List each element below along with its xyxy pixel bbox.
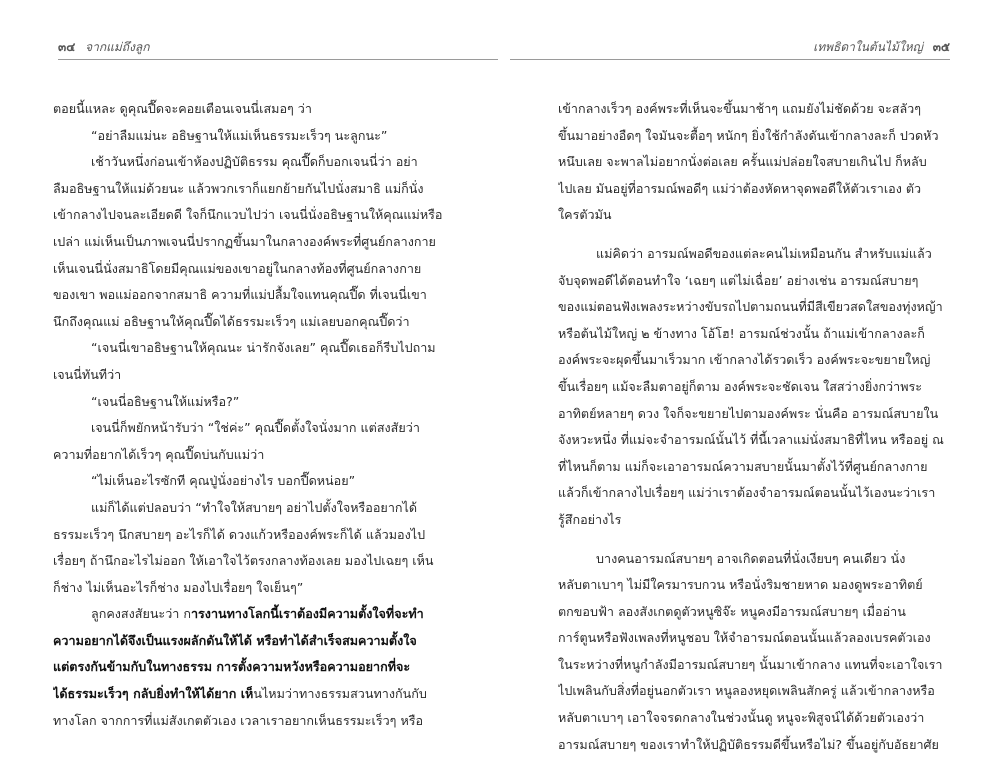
text-line: นึกถึงคุณแม่ อธิษฐานให้คุณปี๊ดได้ธรรมะเร็วๆ แม่เลยบอกคุณปี๊ดว่า [53,313,410,329]
text-line: ของแม่ตอนฟังเพลงระหว่างขับรถไปตามถนนที่มีสีเขียวสดใสของทุ่งหญ้า [558,299,943,315]
text-line: หนึบเลย จะพาลไม่อยากนั่งต่อเลย ครั้นแม่ปล่อยใจสบายเกินไป ก็หลับ [558,154,927,170]
text-line: จับจุดพอดีได้ตอนทำใจ ‘เฉยๆ แต่ไม่เฉื่อย’ อย่างเช่น อารมณ์สบายๆ [558,272,919,288]
text-line: เจนนี่ก็พยักหน้ารับว่า “ใช่ค่ะ” คุณปี๊ดตั้งใจนั่งมาก แต่สงสัยว่า [91,420,420,436]
right-page [500,0,1000,752]
text-line: การ์ตูนหรือฟังเพลงที่หนูชอบ ให้จำอารมณ์ตอนนั้นแล้วลองเบรคตัวเอง [558,630,931,646]
text-line: หลับตาเบาๆ เอาใจจรดกลางในช่วงนั้นดู หนูจะพิสูจน์ได้ด้วยตัวเองว่า [558,710,925,726]
left-page-text [53,96,445,734]
text-line: ขึ้นมาอย่างอืดๆ ใจมันจะตื้อๆ หนักๆ ยิ่งใช้กำลังดันเข้ากลางละก็ ปวดหัว [558,127,939,143]
text-line: ทางโลก จากการที่แม่สังเกตตัวเอง เวลาเราอยากเห็นธรรมะเร็วๆ หรือ [53,712,424,728]
text-line: บางคนอารมณ์สบายๆ อาจเกิดตอนที่นั่งเงียบๆ คนเดียว นั่ง [596,550,906,566]
left-page-header [58,38,498,60]
text-line: ในระหว่างที่หนูกำลังมีอารมณ์สบายๆ นั้นมาเข้ากลาง แทนที่จะเอาใจเรา [558,656,943,672]
text-line: องค์พระจะผุดขึ้นมาเร็วมาก เข้ากลางได้รวดเร็ว องค์พระจะขยายใหญ่ [558,352,931,368]
text-line: ก็ช่าง ไม่เห็นอะไรก็ช่าง มองไปเรื่อยๆ ใจเย็นๆ” [53,579,304,595]
text-line: ตอยนี้แหละ ดูคุณปี๊ดจะคอยเตือนเจนนี่เสมอๆ ว่า [53,101,312,116]
text-line: อาทิตย์หลายๆ ดวง ใจก็จะขยายไปตามองค์พระ นั่นคือ อารมณ์สบายใน [558,405,939,421]
text-line: เช้าวันหนึ่งก่อนเข้าห้องปฏิบัติธรรม คุณปี๊ดก็บอกเจนนี่ว่า อย่า [91,154,418,170]
text-line: หรือต้นไม้ใหญ่ ๒ ข้างทาง โอ้โฮ! อารมณ์ช่วงนั้น ถ้าแม่เข้ากลางละก็ [558,325,925,341]
running-title: จากแม่ถึงลูก [85,40,150,54]
text-line: ธรรมะเร็วๆ นึกสบายๆ อะไรก็ได้ ดวงแก้วหรือองค์พระก็ได้ แล้วมองไป [53,526,426,542]
text-line: ลูกคงสงสัยนะว่า การงานทางโลกนี้เราต้องมีความตั้งใจที่จะทำ [91,606,424,622]
text-line: “ไม่เห็นอะไรซักที คุณปู่นั่งอย่างไร บอกปี๊ดหน่อย” [91,473,356,489]
right-page-text [558,96,950,758]
header-rule [58,59,498,60]
text-line: เรื่อยๆ ถ้านึกอะไรไม่ออก ให้เอาใจไว้ตรงกลางท้องเลย มองไปเฉยๆ เห็น [53,553,434,569]
text-line: เจนนี่ทันทีว่า [53,366,122,382]
text-line: ความอยากได้จึงเป็นแรงผลักดันให้ได้ หรือทำได้สำเร็จสมความตั้งใจ [53,632,417,648]
text-line: ไปเลย มันอยู่ที่อารมณ์พอดีๆ แม่ว่าต้องหัดหาจุดพอดีให้ตัวเราเอง ตัว [558,180,922,196]
text-line: ที่ไหนก็ตาม แม่ก็จะเอาอารมณ์ความสบายนั้นมาตั้งไว้ที่ศูนย์กลางกาย [558,458,928,474]
page-number: ๓๔ [58,40,76,54]
header-rule [510,59,950,60]
text-line: จังหวะหนึ่ง ที่แม่จะจำอารมณ์นั้นไว้ ที่นี้เวลาแม่นั่งสมาธิที่ไหน หรืออยู่ ณ [558,432,944,448]
text-line: “อย่าลืมแม่นะ อธิษฐานให้แม่เห็นธรรมะเร็วๆ นะลูกนะ” [91,127,388,143]
text-line: ของเขา พอแม่ออกจากสมาธิ ความที่แม่ปลื้มใจแทนคุณปี๊ด ที่เจนนี่เขา [53,287,427,303]
text-line: แม่คิดว่า อารมณ์พอดีของแต่ละคนไม่เหมือนกัน สำหรับแม่แล้ว [596,245,932,261]
text-line: “เจนนี่อธิษฐานให้แม่หรือ?” [91,393,240,409]
text-line: หลับตาเบาๆ ไม่มีใครมารบกวน หรือนั่งริมชายหาด มองดูพระอาทิตย์ [558,577,923,593]
text-line: ไปเพลินกับสิ่งที่อยู่นอกตัวเรา หนูลองหยุดเพลินสักครู่ แล้วเข้ากลางหรือ [558,683,935,699]
text-line: แต่ตรงกันข้ามกับในทางธรรม การตั้งความหวังหรือความอยากที่จะ [53,659,411,675]
text-line: “เจนนี่เขาอธิษฐานให้คุณนะ น่ารักจังเลย” คุณปี๊ดเธอก็รีบไปถาม [91,340,436,356]
running-title: เทพธิดาในต้นไม้ใหญ่ [813,40,923,54]
text-line: แม่ก็ได้แต่ปลอบว่า “ทำใจให้สบายๆ อย่าไปตั้งใจหรืออยากได้ [91,499,418,515]
right-page-header [510,38,950,60]
text-line: ได้ธรรมะเร็วๆ กลับยิ่งทำให้ได้ยาก เห็นไหมว่าทางธรรมสวนทางกันกับ [53,686,427,702]
text-line: ขึ้นเรื่อยๆ แม้จะลืมตาอยู่ก็ตาม องค์พระจะชัดเจน ใสสว่างยิ่งกว่าพระ [558,378,923,394]
page-number: ๓๕ [932,40,950,54]
text-line: ตกขอบฟ้า ลองสังเกตดูตัวหนูซิจ๊ะ หนูคงมีอารมณ์สบายๆ เมื่ออ่าน [558,603,906,619]
text-line: เปล่า แม่เห็นเป็นภาพเจนนี่ปรากฏขึ้นมาในกลางองค์พระที่ศูนย์กลางกาย [53,233,436,249]
text-line: เข้ากลางเร็วๆ องค์พระที่เห็นจะขึ้นมาช้าๆ แถมยังไม่ชัดด้วย จะสลัวๆ [558,101,922,116]
text-line: เห็นเจนนี่นั่งสมาธิโดยมีคุณแม่ของเขาอยู่ในกลางท้องที่ศูนย์กลางกาย [53,260,422,276]
text-line: ลืมอธิษฐานให้แม่ด้วยนะ แล้วพวกเราก็แยกย้ายกันไปนั่งสมาธิ แม่ก็นั่ง [53,180,424,196]
text-line: เข้ากลางไปจนละเอียดดี ใจก็นึกแวบไปว่า เจนนี่นั่งอธิษฐานให้คุณแม่หรือ [53,207,443,223]
text-line: แล้วก็เข้ากลางไปเรื่อยๆ แม่ว่าเราต้องจำอารมณ์ตอนนั้นไว้เองนะว่าเรา [558,485,936,501]
text-line: ใครตัวมัน [558,207,612,223]
text-line: รู้สึกอย่างไร [558,511,622,527]
text-line: ความที่อยากได้เร็วๆ คุณปี๊ดบ่นกับแม่ว่า [53,446,265,462]
left-page [0,0,500,728]
text-line: อารมณ์สบายๆ ของเราทำให้ปฏิบัติธรรมดีขึ้นหรือไม่? ขึ้นอยู่กับอัธยาศัย [558,736,939,752]
